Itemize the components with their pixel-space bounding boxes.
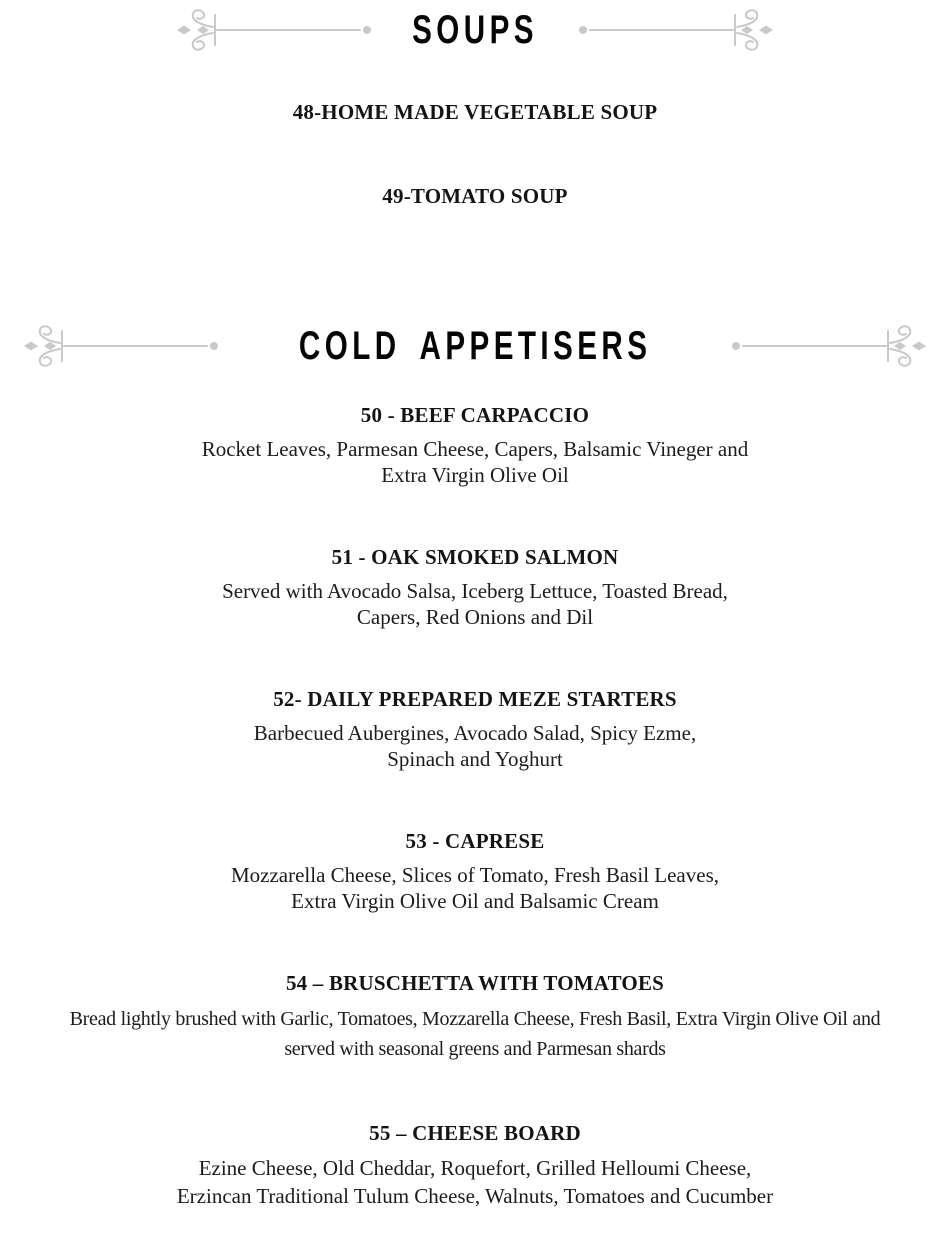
menu-item-description-line: Barbecued Aubergines, Avocado Salad, Spicy Ezme, (253, 721, 697, 745)
menu-item (0, 830, 950, 914)
menu-item-description-line: Extra Virgin Olive Oil (381, 463, 569, 487)
section-items (0, 101, 950, 207)
menu-item-name: 55 – CHEESE BOARD (369, 1121, 581, 1145)
menu-item-description-line: Capers, Red Onions and Dil (356, 605, 594, 629)
divider-flourish-left-icon (23, 324, 223, 368)
menu-item-description (0, 578, 950, 630)
menu-item-description-line: Bread lightly brushed with Garlic, Tomatoes, Mozzarella Cheese, Fresh Basil, Extra Virgin Olive Oil and (69, 1008, 881, 1030)
menu-item-description-line: Served with Avocado Salsa, Iceberg Lettuce, Toasted Bread, (222, 579, 728, 603)
menu-item-name: 52- DAILY PREPARED MEZE STARTERS (273, 687, 677, 711)
section-title: COLD APPETISERS (298, 324, 652, 368)
menu-item-description (0, 1004, 950, 1064)
menu-item-description (0, 436, 950, 488)
menu-item (0, 185, 950, 207)
menu-item (0, 404, 950, 488)
menu-item (0, 1122, 950, 1210)
menu-item-name: 50 - BEEF CARPACCIO (360, 403, 590, 427)
section-header (0, 324, 950, 368)
menu-item-description-line: Rocket Leaves, Parmesan Cheese, Capers, Balsamic Vineger and (201, 437, 749, 461)
menu-item-name: 53 - CAPRESE (405, 829, 545, 853)
divider-flourish-right-icon (727, 324, 927, 368)
menu-section (0, 8, 950, 207)
menu-item-description-line: Spinach and Yoghurt (387, 747, 563, 771)
menu-item-name: 49-TOMATO SOUP (382, 184, 568, 208)
menu-item (0, 688, 950, 772)
menu-item (0, 101, 950, 123)
menu-item-description-line: Extra Virgin Olive Oil and Balsamic Cream (291, 889, 659, 913)
menu-item-name: 51 - OAK SMOKED SALMON (331, 545, 619, 569)
section-title: SOUPS (412, 8, 538, 52)
section-header (0, 8, 950, 52)
menu-item-description-line: Erzincan Traditional Tulum Cheese, Walnuts, Tomatoes and Cucumber (176, 1184, 774, 1208)
menu-item (0, 972, 950, 1064)
menu-item-name: 48-HOME MADE VEGETABLE SOUP (292, 100, 658, 124)
menu-item-description (0, 1154, 950, 1210)
menu-item-description-line: served with seasonal greens and Parmesan shards (284, 1038, 666, 1060)
menu-item-description-line: Ezine Cheese, Old Cheddar, Roquefort, Grilled Helloumi Cheese, (198, 1156, 752, 1180)
menu-item (0, 546, 950, 630)
section-items (0, 404, 950, 1210)
divider-flourish-right-icon (574, 8, 774, 52)
menu-item-description (0, 720, 950, 772)
menu-item-name: 54 – BRUSCHETTA WITH TOMATOES (285, 971, 665, 995)
divider-flourish-left-icon (176, 8, 376, 52)
menu-item-description (0, 862, 950, 914)
menu-section (0, 324, 950, 1210)
menu-item-description-line: Mozzarella Cheese, Slices of Tomato, Fresh Basil Leaves, (230, 863, 719, 887)
